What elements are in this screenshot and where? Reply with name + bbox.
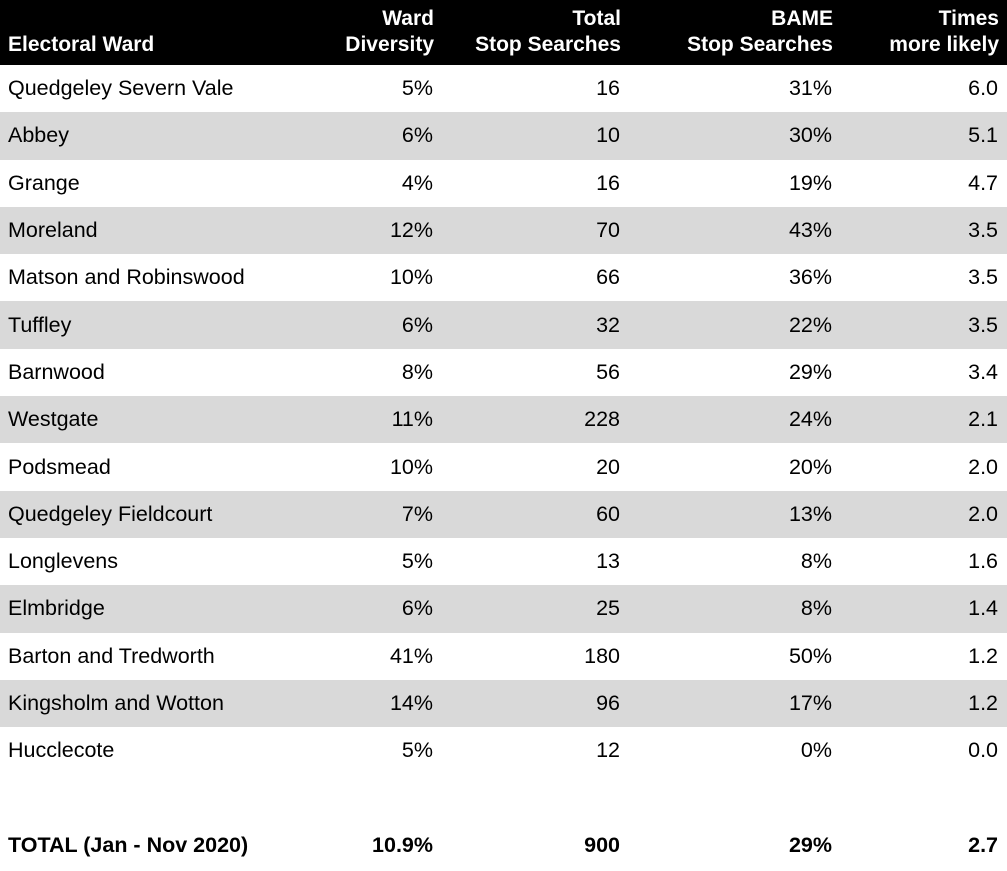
cell-times: 1.2: [968, 691, 998, 715]
cell-bame: 31%: [788, 76, 832, 101]
total-row: [0, 821, 1007, 869]
cell-ward: Podsmead: [8, 454, 111, 479]
cell-ward: Hucclecote: [8, 738, 115, 763]
cell-total: 228: [584, 407, 620, 432]
cell-total: 10: [596, 123, 620, 148]
cell-total: 60: [596, 501, 620, 526]
cell-total: 16: [596, 76, 620, 101]
cell-bame: 22%: [788, 312, 832, 337]
cell-times: 1.6: [968, 549, 998, 574]
cell-ward: Quedgeley Fieldcourt: [8, 501, 213, 526]
cell-bame: 43%: [788, 218, 832, 243]
cell-bame: 13%: [788, 501, 832, 526]
table-row: [0, 112, 1007, 159]
cell-total: 13: [596, 549, 620, 574]
table-row: [0, 349, 1007, 396]
cell-total: 16: [596, 170, 620, 195]
cell-diversity: 12%: [389, 218, 433, 243]
table-row: [0, 585, 1007, 632]
header-total-line-2: Stop Searches: [475, 33, 621, 56]
cell-times: 0.0: [968, 738, 998, 763]
header-bame-line-1: BAME: [771, 7, 833, 30]
cell-ward: Moreland: [8, 218, 98, 243]
cell-diversity: 6%: [401, 312, 433, 337]
cell-bame: 19%: [788, 170, 832, 195]
header-electoral-ward: [0, 0, 280, 65]
header-times-line-2: more likely: [889, 33, 999, 56]
cell-times: 1.4: [968, 596, 998, 621]
header-times-more-likely: [841, 0, 1007, 65]
cell-ward: Longlevens: [8, 549, 118, 574]
cell-total: 70: [596, 218, 620, 243]
cell-times: 5.1: [968, 123, 998, 148]
table-row: [0, 727, 1007, 774]
cell-diversity: 10%: [389, 454, 433, 479]
cell-times: 2.0: [968, 501, 998, 526]
table-row: [0, 443, 1007, 490]
cell-ward: Grange: [8, 170, 80, 195]
cell-total: 25: [596, 596, 620, 621]
cell-diversity: 4%: [401, 170, 433, 195]
header-row: [0, 0, 1007, 65]
cell-ward: Abbey: [8, 123, 69, 148]
total-bame: 29%: [788, 832, 832, 857]
cell-total: 66: [596, 265, 620, 290]
cell-ward: Kingsholm and Wotton: [8, 691, 224, 715]
cell-total: 56: [596, 359, 620, 384]
cell-bame: 8%: [800, 596, 832, 621]
cell-diversity: 7%: [401, 501, 433, 526]
cell-total: 32: [596, 312, 620, 337]
cell-total: 96: [596, 691, 620, 715]
cell-times: 3.5: [968, 218, 998, 243]
cell-bame: 17%: [788, 691, 832, 715]
cell-ward: Matson and Robinswood: [8, 265, 245, 290]
table-row: [0, 301, 1007, 348]
cell-diversity: 5%: [401, 549, 433, 574]
cell-times: 2.1: [968, 407, 998, 432]
total-stop-searches: 900: [584, 832, 620, 857]
cell-diversity: 8%: [401, 359, 433, 384]
table-row: [0, 491, 1007, 538]
header-bame-line-2: Stop Searches: [687, 33, 833, 56]
table-row: [0, 538, 1007, 585]
cell-diversity: 5%: [401, 76, 433, 101]
header-total-line-1: Total: [572, 7, 621, 30]
header-ward-diversity-line-1: Ward: [382, 7, 434, 30]
cell-times: 3.4: [968, 359, 998, 384]
cell-diversity: 41%: [389, 643, 433, 668]
table-row: [0, 160, 1007, 207]
spacer-row: [0, 774, 1007, 821]
table-row: [0, 396, 1007, 443]
cell-diversity: 6%: [401, 123, 433, 148]
table-body: [0, 65, 1007, 869]
header-ward-diversity-line-2: Diversity: [345, 33, 434, 56]
cell-times: 6.0: [968, 76, 998, 101]
header-bame-stop-searches: [629, 0, 841, 65]
table-row: [0, 254, 1007, 301]
cell-ward: Barnwood: [8, 359, 105, 384]
header-times-line-1: Times: [938, 7, 999, 30]
table-row: [0, 633, 1007, 680]
header-total-stop-searches: [442, 0, 629, 65]
header-electoral-ward-line: Electoral Ward: [8, 33, 155, 56]
cell-bame: 29%: [788, 359, 832, 384]
cell-times: 4.7: [968, 170, 998, 195]
cell-diversity: 14%: [389, 691, 433, 715]
cell-total: 20: [596, 454, 620, 479]
cell-times: 3.5: [968, 312, 998, 337]
table-row: [0, 680, 1007, 727]
cell-ward: Quedgeley Severn Vale: [8, 76, 234, 101]
table-header: [0, 0, 1007, 65]
spacer-cell: [0, 774, 1007, 821]
cell-bame: 24%: [788, 407, 832, 432]
cell-times: 3.5: [968, 265, 998, 290]
cell-times: 2.0: [968, 454, 998, 479]
cell-bame: 36%: [788, 265, 832, 290]
cell-total: 12: [596, 738, 620, 763]
cell-ward: Elmbridge: [8, 596, 105, 621]
cell-times: 1.2: [968, 643, 998, 668]
cell-diversity: 10%: [389, 265, 433, 290]
table-row: [0, 207, 1007, 254]
total-times: 2.7: [968, 832, 998, 857]
header-ward-diversity: [280, 0, 442, 65]
total-label: TOTAL (Jan - Nov 2020): [8, 832, 249, 857]
table-row: [0, 65, 1007, 112]
cell-bame: 8%: [800, 549, 832, 574]
cell-ward: Westgate: [8, 407, 99, 432]
cell-diversity: 5%: [401, 738, 433, 763]
cell-ward: Tuffley: [8, 312, 72, 337]
cell-ward: Barton and Tredworth: [8, 643, 215, 668]
cell-diversity: 11%: [391, 407, 433, 432]
cell-bame: 20%: [788, 454, 832, 479]
cell-bame: 0%: [800, 738, 832, 763]
cell-bame: 50%: [788, 643, 832, 668]
cell-bame: 30%: [788, 123, 832, 148]
total-diversity: 10.9%: [372, 832, 433, 857]
cell-diversity: 6%: [401, 596, 433, 621]
cell-total: 180: [584, 643, 620, 668]
